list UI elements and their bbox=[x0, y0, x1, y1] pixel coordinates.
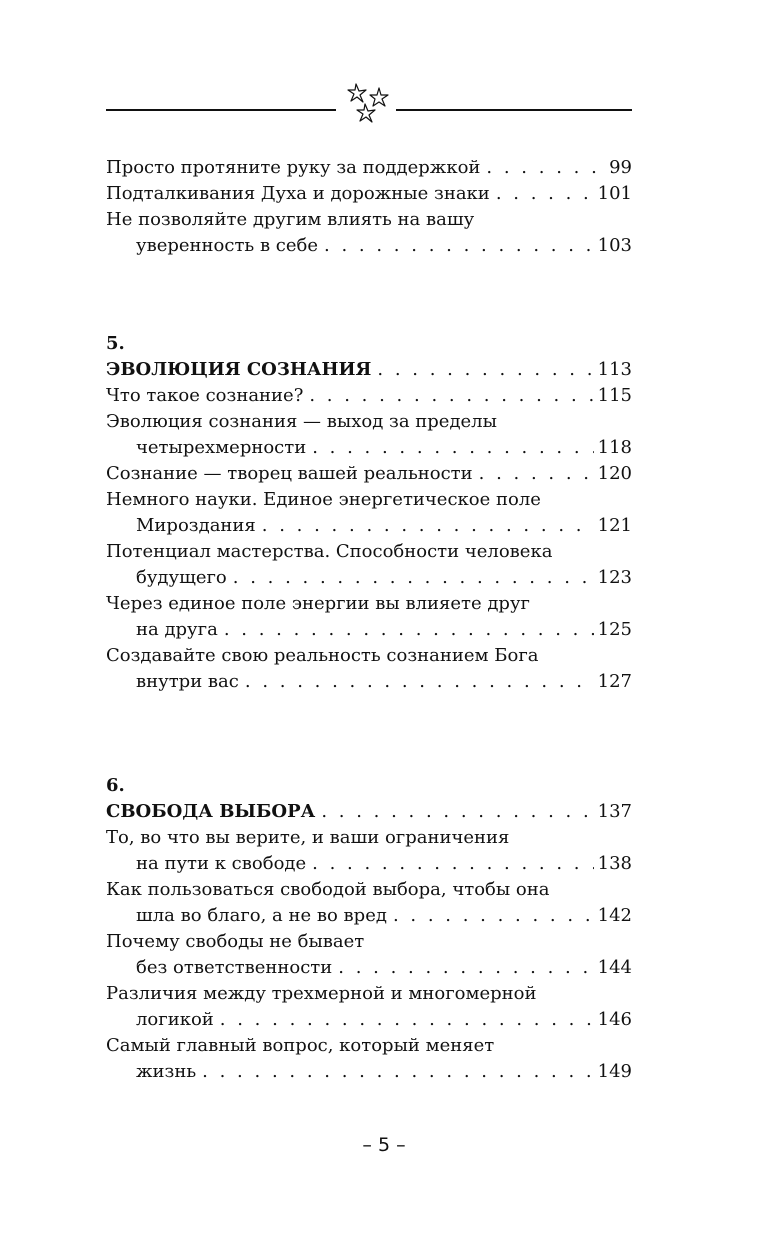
dot-leader bbox=[220, 1007, 594, 1033]
toc-entry[interactable] bbox=[106, 1033, 632, 1085]
toc-entry[interactable] bbox=[106, 155, 632, 181]
toc-chapter-6 bbox=[106, 773, 632, 1085]
toc-entry-title: Сознание — творец вашей реальности bbox=[106, 463, 473, 484]
dot-leader bbox=[393, 903, 594, 929]
header-ornament bbox=[106, 78, 632, 132]
dot-leader bbox=[479, 461, 594, 487]
dot-leader bbox=[262, 513, 594, 539]
toc-entry-title-line-1: Потенциал мастерства. Способности человека bbox=[106, 541, 553, 562]
toc-entry-title-line-1: Эволюция сознания — выход за пределы bbox=[106, 411, 497, 432]
toc-entry[interactable] bbox=[106, 825, 632, 877]
dot-leader bbox=[324, 233, 594, 259]
chapter-title: ЭВОЛЮЦИЯ СОЗНАНИЯ bbox=[106, 359, 372, 380]
toc-entry[interactable] bbox=[106, 643, 632, 695]
toc-entry-title-line-2: четырехмерности bbox=[136, 437, 307, 458]
toc-section-continuation bbox=[106, 155, 632, 259]
dot-leader bbox=[321, 799, 593, 825]
toc-entry-title-line-1: Не позволяйте другим влиять на вашу bbox=[106, 209, 475, 230]
dot-leader bbox=[233, 565, 594, 591]
toc-entry-title-line-1: Самый главный вопрос, который меняет bbox=[106, 1035, 495, 1056]
toc-page-number: 99 bbox=[609, 157, 632, 178]
toc-entry-title-line-1: То, во что вы верите, и ваши ограничения bbox=[106, 827, 510, 848]
toc-entry[interactable] bbox=[106, 487, 632, 539]
dot-leader bbox=[312, 851, 593, 877]
toc-entry[interactable] bbox=[106, 981, 632, 1033]
toc-entry[interactable] bbox=[106, 461, 632, 487]
toc-page-number: 146 bbox=[597, 1009, 632, 1030]
header-rule-left bbox=[106, 109, 336, 111]
toc-page-number: 123 bbox=[597, 567, 632, 588]
toc-entry-title-line-1: Почему свободы не бывает bbox=[106, 931, 365, 952]
dot-leader bbox=[312, 435, 593, 461]
toc-page-number: 127 bbox=[597, 671, 632, 692]
toc-page-number: 138 bbox=[597, 853, 632, 874]
toc-entry-title-line-2: жизнь bbox=[136, 1061, 197, 1082]
dot-leader bbox=[224, 617, 594, 643]
toc-entry[interactable] bbox=[106, 591, 632, 643]
toc-page-number: 113 bbox=[597, 359, 632, 380]
toc-entry-title-line-2: логикой bbox=[136, 1009, 214, 1030]
toc-page-number: 142 bbox=[597, 905, 632, 926]
toc-entry[interactable] bbox=[106, 877, 632, 929]
toc-entry-title-line-1: Создавайте свою реальность сознанием Бога bbox=[106, 645, 539, 666]
dot-leader bbox=[245, 669, 594, 695]
dot-leader bbox=[486, 155, 605, 181]
toc-entry-title-line-2: Мироздания bbox=[136, 515, 256, 536]
toc-entry-title-line-2: на пути к свободе bbox=[136, 853, 307, 874]
toc-page-number: 144 bbox=[597, 957, 632, 978]
toc-page-number: 118 bbox=[597, 437, 632, 458]
toc-entry-title-line-2: на друга bbox=[136, 619, 218, 640]
toc-entry[interactable] bbox=[106, 929, 632, 981]
dot-leader bbox=[309, 383, 593, 409]
toc-entry[interactable] bbox=[106, 383, 632, 409]
toc-entry-title-line-2: внутри вас bbox=[136, 671, 239, 692]
toc-entry-title-line-2: уверенность в себе bbox=[136, 235, 319, 256]
toc-page-number: 121 bbox=[597, 515, 632, 536]
dot-leader bbox=[496, 181, 594, 207]
chapter-title: СВОБОДА ВЫБОРА bbox=[106, 801, 316, 822]
toc-entry-title-line-2: шла во благо, а не во вред bbox=[136, 905, 387, 926]
chapter-number: 6. bbox=[106, 775, 125, 796]
chapter-number: 5. bbox=[106, 333, 125, 354]
toc-page-number: 125 bbox=[597, 619, 632, 640]
toc-page-number: 149 bbox=[597, 1061, 632, 1082]
chapter-title-entry[interactable] bbox=[106, 799, 632, 825]
toc-page-number: 115 bbox=[597, 385, 632, 406]
toc-entry-title-line-1: Через единое поле энергии вы влияете друг bbox=[106, 593, 530, 614]
toc-page-number: 101 bbox=[597, 183, 632, 204]
toc-entry[interactable] bbox=[106, 539, 632, 591]
toc-entry-title: Просто протяните руку за поддержкой bbox=[106, 157, 481, 178]
toc-page-number: 120 bbox=[597, 463, 632, 484]
toc-entry[interactable] bbox=[106, 207, 632, 259]
three-stars-ornament-icon bbox=[342, 78, 396, 132]
dot-leader bbox=[377, 357, 593, 383]
toc-chapter-5 bbox=[106, 331, 632, 695]
toc-entry-title-line-1: Немного науки. Единое энергетическое поле bbox=[106, 489, 541, 510]
dot-leader bbox=[202, 1059, 593, 1085]
toc-entry-title-line-1: Как пользоваться свободой выбора, чтобы она bbox=[106, 879, 550, 900]
toc-entry-title: Что такое сознание? bbox=[106, 385, 304, 406]
toc-page-number: 103 bbox=[597, 235, 632, 256]
dot-leader bbox=[338, 955, 593, 981]
toc-entry-title-line-2: без ответственности bbox=[136, 957, 333, 978]
toc-page-number: 137 bbox=[597, 801, 632, 822]
chapter-title-entry[interactable] bbox=[106, 357, 632, 383]
toc-entry[interactable] bbox=[106, 409, 632, 461]
page-number-footer: – 5 – bbox=[362, 1134, 406, 1156]
toc-entry-title: Подталкивания Духа и дорожные знаки bbox=[106, 183, 490, 204]
toc-entry[interactable] bbox=[106, 181, 632, 207]
toc-entry-title-line-2: будущего bbox=[136, 567, 227, 588]
header-rule-right bbox=[396, 109, 632, 111]
toc-entry-title-line-1: Различия между трехмерной и многомерной bbox=[106, 983, 537, 1004]
